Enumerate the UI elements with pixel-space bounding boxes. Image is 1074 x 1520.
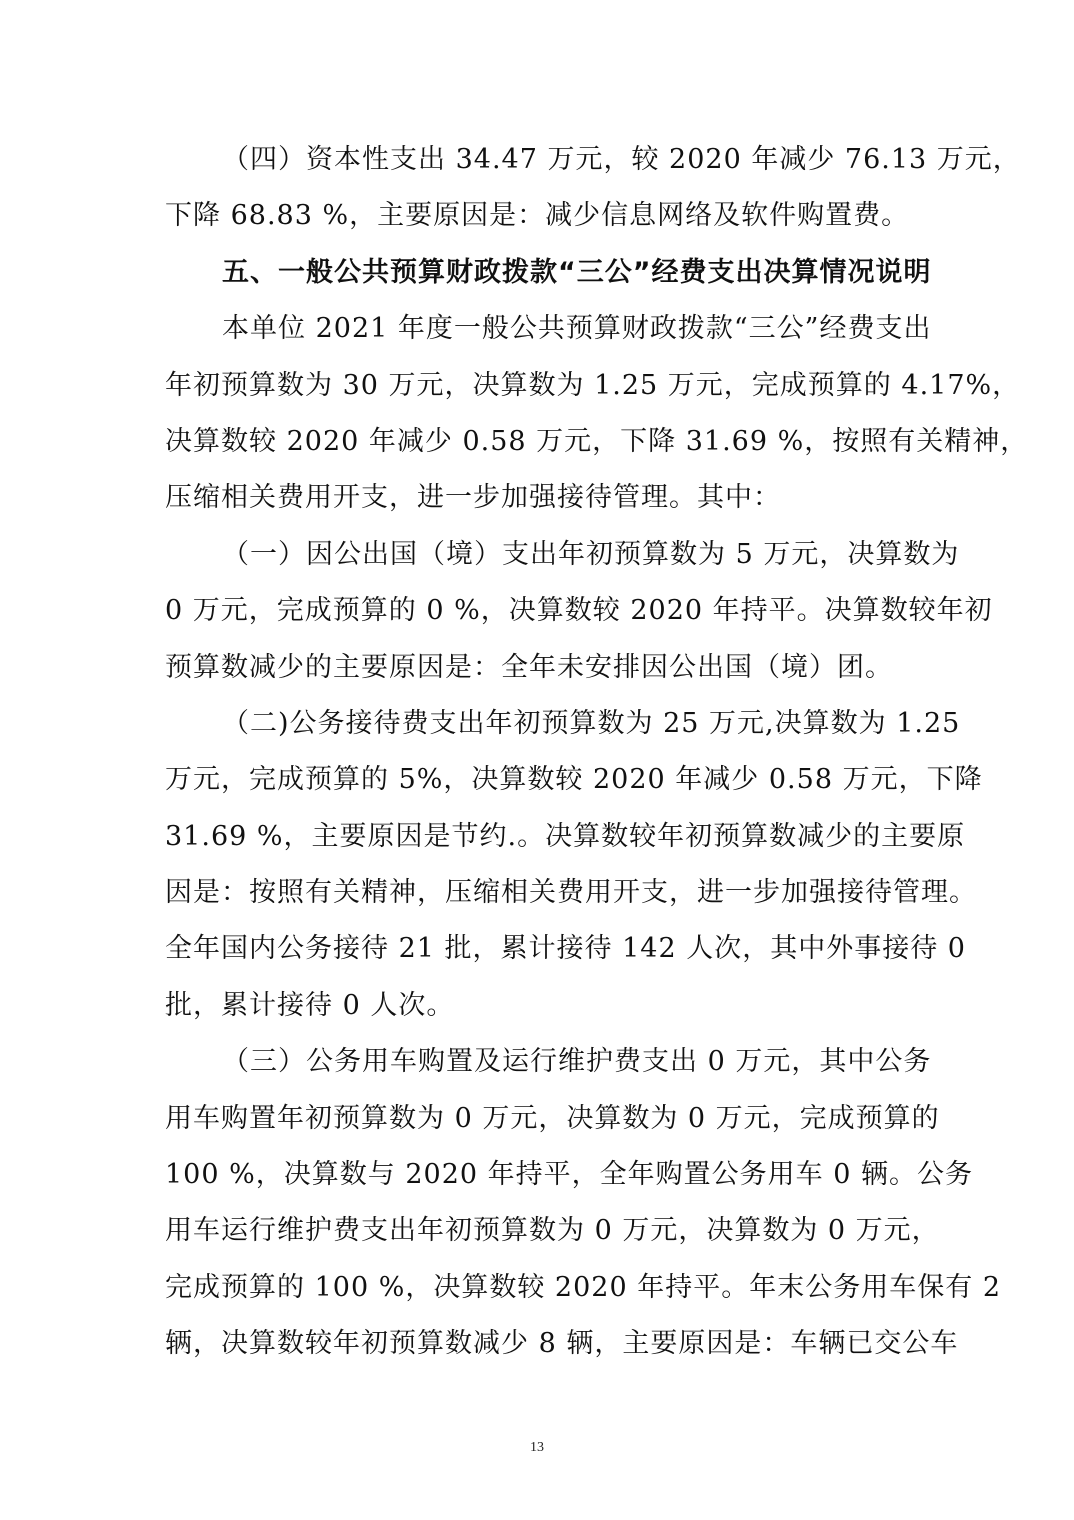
- paragraph-line: 预算数减少的主要原因是：全年未安排因公出国（境）团。: [165, 651, 893, 683]
- page-number: 13: [530, 1440, 544, 1455]
- paragraph-line: 下降 68.83 %，主要原因是：减少信息网络及软件购置费。: [165, 200, 910, 232]
- paragraph-line: 本单位 2021 年度一般公共预算财政拨款“三公”经费支出: [222, 313, 932, 345]
- paragraph-line: 决算数较 2020 年减少 0.58 万元，下降 31.69 %，按照有关精神，: [165, 425, 1029, 457]
- section-heading: 五、一般公共预算财政拨款“三公”经费支出决算情况说明: [222, 256, 932, 288]
- paragraph-line: 100 %，决算数与 2020 年持平，全年购置公务用车 0 辆。公务: [165, 1159, 973, 1191]
- paragraph-line: 用车运行维护费支出年初预算数为 0 万元，决算数为 0 万元，: [165, 1215, 940, 1247]
- paragraph-line: 0 万元，完成预算的 0 %，决算数较 2020 年持平。决算数较年初: [165, 595, 993, 627]
- paragraph-line: （二)公务接待费支出年初预算数为 25 万元,决算数为 1.25: [222, 707, 961, 739]
- paragraph-line: 完成预算的 100 %，决算数较 2020 年持平。年末公务用车保有 2: [165, 1271, 1001, 1303]
- paragraph-line: 批，累计接待 0 人次。: [165, 989, 455, 1021]
- paragraph-line: 年初预算数为 30 万元，决算数为 1.25 万元，完成预算的 4.17%，: [165, 369, 1021, 401]
- paragraph-line: （一）因公出国（境）支出年初预算数为 5 万元，决算数为: [222, 538, 960, 570]
- paragraph-line: 用车购置年初预算数为 0 万元，决算数为 0 万元，完成预算的: [165, 1102, 940, 1134]
- paragraph-line: 因是：按照有关精神，压缩相关费用开支，进一步加强接待管理。: [165, 877, 977, 909]
- body-text: [165, 132, 1029, 1373]
- paragraph-line: 压缩相关费用开支，进一步加强接待管理。其中：: [165, 482, 781, 514]
- paragraph-line: 万元，完成预算的 5%，决算数较 2020 年减少 0.58 万元，下降: [165, 764, 983, 796]
- paragraph-line: 全年国内公务接待 21 批，累计接待 142 人次，其中外事接待 0: [165, 933, 966, 965]
- paragraph-line: （四）资本性支出 34.47 万元，较 2020 年减少 76.13 万元，: [222, 144, 1021, 175]
- paragraph-line: 31.69 %，主要原因是节约.。决算数较年初预算数减少的主要原: [165, 820, 966, 852]
- paragraph-line: 辆，决算数较年初预算数减少 8 辆，主要原因是：车辆已交公车: [165, 1328, 959, 1360]
- paragraph-line: （三）公务用车购置及运行维护费支出 0 万元，其中公务: [222, 1046, 932, 1078]
